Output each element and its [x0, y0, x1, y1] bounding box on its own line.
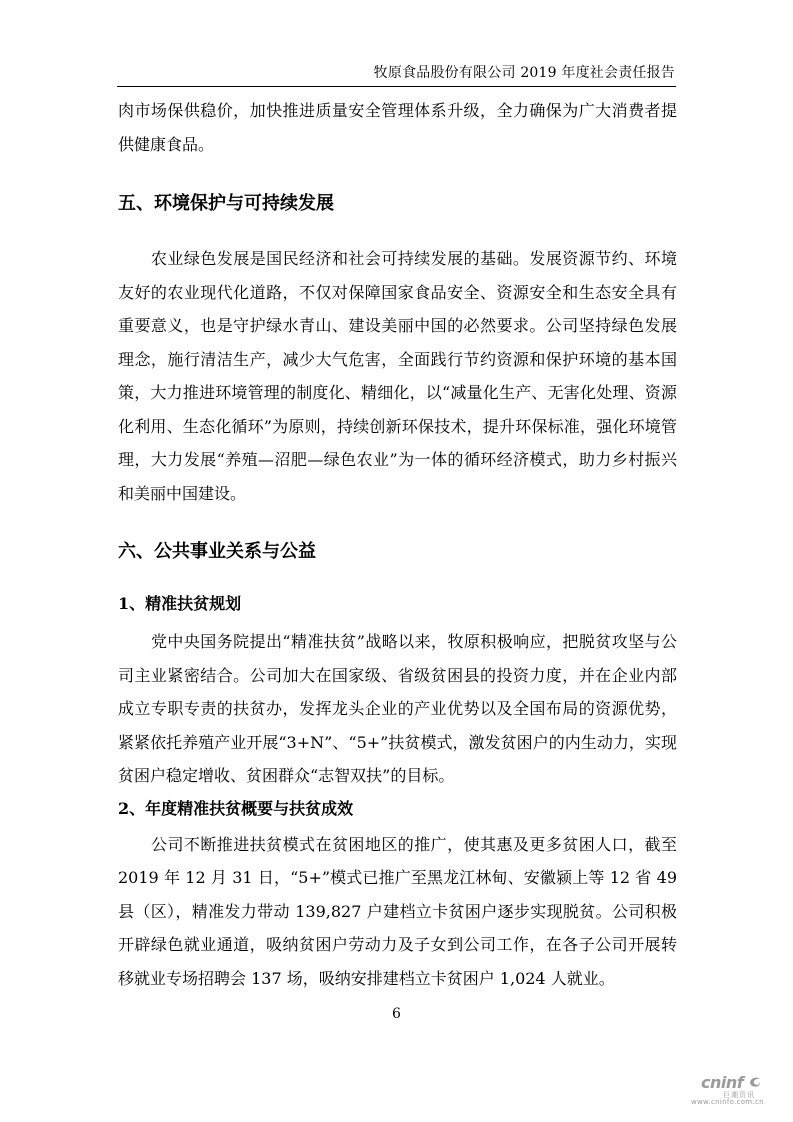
subsection-2-heading: 2、年度精准扶贫概要与扶贫成效 — [118, 798, 354, 818]
page-number: 6 — [392, 1006, 401, 1022]
watermark-subtitle: 巨潮资讯 — [723, 1091, 755, 1099]
cninfo-watermark — [691, 1072, 771, 1108]
watermark-url: www.cninfo.com.cn — [691, 1098, 764, 1106]
cninfo-logo — [699, 1072, 763, 1092]
swirl-icon — [747, 1074, 763, 1090]
header-divider — [117, 86, 676, 87]
report-header-title: 牧原食品股份有限公司 2019 年度社会责任报告 — [373, 65, 675, 81]
subsection-2-paragraph: 公司不断推进扶贫模式在贫困地区的推广，使其惠及更多贫困人口，截至 2019 年 12 月 31 日，“5+”模式已推广至黑龙江林甸、安徽颍上等 12 省 49 县（区），精准发力带动 139,827 户建档立卡贫困户逐步实现脱贫。公司积极开辟绿色就业通道，吸纳贫困户劳动力及子女到公司工作，在各子公司开展转移就业专场招聘会 137 场，吸纳安排建档立卡贫困户 1,024 人就业。 — [118, 834, 677, 988]
subsection-1-heading: 1、精准扶贫规划 — [118, 594, 242, 613]
section-6-heading: 六、公共事业关系与公益 — [118, 541, 316, 562]
subsection-1-paragraph: 党中央国务院提出“精准扶贫”战略以来，牧原积极响应，把脱贫攻坚与公司主业紧密结合。公司加大在国家级、省级贫困县的投资力度，并在企业内部成立专职专责的扶贫办，发挥龙头企业的产业优势以及全国布局的资源优势，紧紧依托养殖产业开展“3+N”、“5+”扶贫模式，激发贫困户的内生动力，实现贫困户稳定增收、贫困群众“志智双扶”的目标。 — [118, 632, 677, 785]
intro-paragraph: 肉市场保供稳价，加快推进质量安全管理体系升级，全力确保为广大消费者提供健康食品。 — [118, 101, 677, 154]
page-content — [118, 94, 677, 995]
section-5-heading: 五、环境保护与可持续发展 — [118, 193, 334, 214]
section-5-paragraph: 农业绿色发展是国民经济和社会可持续发展的基础。发展资源节约、环境友好的农业现代化道路，不仅对保障国家食品安全、资源安全和生态安全具有重要意义，也是守护绿水青山、建设美丽中国的必然要求。公司坚持绿色发展理念，施行清洁生产，减少大气危害，全面践行节约资源和保护环境的基本国策，大力推进环境管理的制度化、精细化，以“减量化生产、无害化处理、资源化利用、生态化循环”为原则，持续创新环保技术，提升环保标准，强化环境管理，大力发展“养殖—沼肥—绿色农业”为一体的循环经济模式，助力乡村振兴和美丽中国建设。 — [118, 249, 677, 503]
watermark-brand: cninf — [701, 1073, 744, 1092]
